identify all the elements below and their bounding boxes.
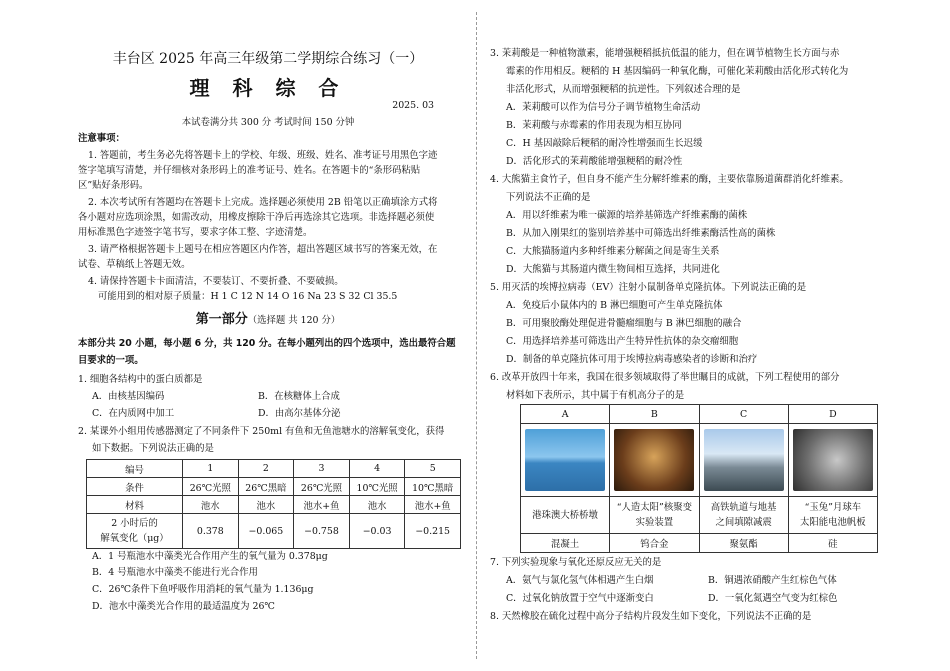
q2-option-b: B．4 号瓶池水中藻类不能进行光合作用 bbox=[92, 567, 258, 578]
table-cell: 1 bbox=[183, 460, 239, 478]
part1-intro: 本部分共 20 小题，每小题 6 分，共 120 分。在每小题列出的四个选项中，选出最符合题 bbox=[78, 338, 456, 349]
caption-text: 实验装置 bbox=[635, 517, 674, 528]
material-cell: 混凝土 bbox=[521, 534, 610, 553]
q2-data-table bbox=[86, 459, 461, 549]
image-cell bbox=[788, 424, 877, 497]
exam-date: 2025. 03 bbox=[392, 100, 434, 111]
note-line: 3. 请严格根据答题卡上题号在相应答题区内作答，超出答题区域书写的答案无效，在 bbox=[88, 244, 438, 255]
subject-title: 理 科 综 合 bbox=[189, 76, 347, 100]
table-cell: 5 bbox=[405, 460, 461, 478]
table-cell: 2 bbox=[238, 460, 294, 478]
column-header: C bbox=[699, 405, 788, 424]
table-row bbox=[521, 534, 878, 553]
q1-option-b: B．在核糖体上合成 bbox=[258, 391, 340, 402]
q4-option-b: B．从加入刚果红的鉴别培养基中可筛选出纤维素酶活性高的菌株 bbox=[506, 228, 776, 239]
table-cell: 10℃光照 bbox=[349, 478, 405, 496]
part1-title: 第一部分 bbox=[195, 312, 248, 327]
q3-option-b: B．茉莉酸与赤霉素的作用表现为相互协同 bbox=[506, 120, 682, 131]
caption-cell bbox=[610, 497, 699, 534]
q1-option-d: D．由高尔基体分泌 bbox=[258, 408, 341, 419]
q2-stem-cont: 如下数据。下列说法正确的是 bbox=[92, 443, 214, 454]
bridge-photo bbox=[525, 429, 605, 491]
q3-option-d: D．活化形式的茉莉酸能增强粳稻的耐冷性 bbox=[506, 156, 683, 167]
row-label: 材料 bbox=[87, 496, 183, 514]
q3-option-a: A．茉莉酸可以作为信号分子调节植物生命活动 bbox=[506, 102, 701, 113]
caption-text: 太阳能电池帆板 bbox=[800, 517, 866, 528]
q4-stem-cont: 下列说法不正确的是 bbox=[506, 192, 591, 203]
note-line: 区”贴好条形码。 bbox=[78, 180, 149, 191]
q4-option-c: C．大熊猫肠道内多种纤维素分解菌之间是寄生关系 bbox=[506, 246, 720, 257]
material-cell: 硅 bbox=[788, 534, 877, 553]
q7-option-a: A．氨气与氯化氢气体相遇产生白烟 bbox=[506, 575, 654, 586]
part1-heading bbox=[72, 313, 464, 327]
note-line: 各小题对应选项涂黑，如需改动，用橡皮擦除干净后再选涂其它选项。非选择题必须使 bbox=[78, 212, 435, 223]
table-cell: 池水+鱼 bbox=[405, 496, 461, 514]
image-cell bbox=[699, 424, 788, 497]
note-line: 试卷、草稿纸上答题无效。 bbox=[78, 259, 191, 270]
q4-stem: 4. 大熊猫主食竹子，但自身不能产生分解纤维素的酶，主要依靠肠道菌群消化纤维素。 bbox=[490, 174, 849, 185]
atomic-mass-line: 可能用到的相对原子质量：H 1 C 12 N 14 O 16 Na 23 S 32 Cl 35.5 bbox=[98, 291, 398, 302]
caption-cell bbox=[699, 497, 788, 534]
table-cell: 池水 bbox=[349, 496, 405, 514]
q4-option-d: D．大熊猫与其肠道内微生物间相互选择，共同进化 bbox=[506, 264, 720, 275]
row-label: 条件 bbox=[87, 478, 183, 496]
q7-option-b: B．铜遇浓硝酸产生红棕色气体 bbox=[708, 575, 837, 586]
q6-stem-cont: 材料如下表所示，其中属于有机高分子的是 bbox=[506, 390, 685, 401]
caption-text: “人造太阳”核聚变 bbox=[616, 502, 692, 513]
table-row bbox=[87, 496, 461, 514]
table-cell: 4 bbox=[349, 460, 405, 478]
q5-option-a: A．免疫后小鼠体内的 B 淋巴细胞可产生单克隆抗体 bbox=[506, 300, 723, 311]
exam-info: 本试卷满分共 300 分 考试时间 150 分钟 bbox=[181, 117, 355, 128]
row-label: 编号 bbox=[87, 460, 183, 478]
row-label bbox=[87, 514, 183, 549]
q6-stem: 6. 改革开放四十年来，我国在很多领域取得了举世瞩目的成就，下列工程使用的部分 bbox=[490, 372, 840, 383]
row-label-part: 解氧变化（μg） bbox=[100, 533, 169, 544]
note-line: 用标准黑色字迹签字笔书写，要求字体工整、字迹清楚。 bbox=[78, 227, 313, 238]
q4-option-a: A．用以纤维素为唯一碳源的培养基筛选产纤维素酶的菌株 bbox=[506, 210, 748, 221]
q2-option-a: A．1 号瓶池水中藻类光合作用产生的氧气量为 0.378μg bbox=[92, 551, 328, 562]
table-cell: 26℃黑暗 bbox=[238, 478, 294, 496]
material-cell: 钨合金 bbox=[610, 534, 699, 553]
q8-stem: 8. 天然橡胶在硫化过程中高分子结构片段发生如下变化，下列说法不正确的是 bbox=[490, 611, 812, 622]
lunar-rover-photo bbox=[793, 429, 873, 491]
q7-option-d: D．一氧化氮遇空气变为红棕色 bbox=[708, 593, 838, 604]
material-cell: 聚氨酯 bbox=[699, 534, 788, 553]
table-cell: 0.378 bbox=[183, 514, 239, 549]
q7-option-c: C．过氧化钠放置于空气中逐渐变白 bbox=[506, 593, 654, 604]
notes-heading: 注意事项： bbox=[78, 133, 125, 144]
column-header: D bbox=[788, 405, 877, 424]
table-cell: −0.215 bbox=[405, 514, 461, 549]
table-row bbox=[87, 478, 461, 496]
q6-materials-table bbox=[520, 404, 878, 553]
q1-option-a: A．由核基因编码 bbox=[92, 391, 165, 402]
q5-option-b: B．可用聚胶酶处理促进骨髓瘤细胞与 B 淋巴细胞的融合 bbox=[506, 318, 742, 329]
note-line: 2. 本次考试所有答题均在答题卡上完成。选择题必须使用 2B 铅笔以正确填涂方式将 bbox=[88, 197, 438, 208]
row-label-part: 2 小时后的 bbox=[111, 518, 158, 529]
caption-cell bbox=[521, 497, 610, 534]
table-cell: 池水 bbox=[183, 496, 239, 514]
q1-option-c: C．在内质网中加工 bbox=[92, 408, 175, 419]
table-row bbox=[521, 405, 878, 424]
fusion-device-photo bbox=[614, 429, 694, 491]
q5-option-c: C．用选择培养基可筛选出产生特异性抗体的杂交瘤细胞 bbox=[506, 336, 739, 347]
table-cell: 26℃光照 bbox=[294, 478, 350, 496]
q2-stem: 2. 某课外小组用传感器测定了不同条件下 250ml 有鱼和无鱼池塘水的溶解氧变化，获得 bbox=[78, 426, 445, 437]
table-cell: −0.065 bbox=[238, 514, 294, 549]
q1-stem: 1. 细胞各结构中的蛋白质都是 bbox=[78, 374, 203, 385]
table-row bbox=[521, 424, 878, 497]
column-divider bbox=[476, 12, 477, 659]
table-cell: −0.758 bbox=[294, 514, 350, 549]
caption-text: 高铁轨道与地基 bbox=[710, 502, 777, 513]
column-header: B bbox=[610, 405, 699, 424]
image-cell bbox=[521, 424, 610, 497]
image-cell bbox=[610, 424, 699, 497]
q2-option-c: C．26℃条件下鱼呼吸作用消耗的氧气量为 1.136μg bbox=[92, 584, 314, 595]
exam-title: 丰台区 2025 年高三年级第二学期综合练习（一） bbox=[112, 51, 424, 67]
note-line: 4. 请保持答题卡卡面清洁，不要装订、不要折叠、不要破损。 bbox=[88, 276, 344, 287]
table-cell: 池水 bbox=[238, 496, 294, 514]
q5-stem: 5. 用灭活的埃博拉病毒（EV）注射小鼠制备单克隆抗体。下列说法正确的是 bbox=[490, 282, 807, 293]
table-row bbox=[521, 497, 878, 534]
part1-intro-cont: 目要求的一项。 bbox=[78, 355, 144, 366]
table-row bbox=[87, 514, 461, 549]
table-cell: 10℃黑暗 bbox=[405, 478, 461, 496]
note-line: 1. 答题前，考生务必先将答题卡上的学校、年级、班级、姓名、准考证号用黑色字迹 bbox=[88, 150, 438, 161]
caption-text: “玉兔”月球车 bbox=[804, 502, 862, 513]
note-line: 签字笔填写清楚，并仔细核对条形码上的准考证号、姓名。在答题卡的“条形码粘贴 bbox=[78, 165, 421, 176]
table-row bbox=[87, 460, 461, 478]
high-speed-train-photo bbox=[704, 429, 784, 491]
caption-cell bbox=[788, 497, 877, 534]
column-header: A bbox=[521, 405, 610, 424]
part1-subtitle: （选择题 共 120 分） bbox=[247, 315, 341, 326]
q3-stem-cont: 霉素的作用相反。粳稻的 H 基因编码一种氧化酶，可催化茉莉酸由活化形式转化为 bbox=[506, 66, 849, 77]
q7-stem: 7. 下列实验现象与氧化还原反应无关的是 bbox=[490, 557, 662, 568]
q5-option-d: D．制备的单克隆抗体可用于埃博拉病毒感染者的诊断和治疗 bbox=[506, 354, 758, 365]
q2-option-d: D．池水中藻类光合作用的最适温度为 26℃ bbox=[92, 601, 275, 612]
table-cell: 26℃光照 bbox=[183, 478, 239, 496]
q3-option-c: C．H 基因敲除后粳稻的耐冷性增强而生长迟缓 bbox=[506, 138, 703, 149]
table-cell: 池水+鱼 bbox=[294, 496, 350, 514]
table-cell: −0.03 bbox=[349, 514, 405, 549]
table-cell: 3 bbox=[294, 460, 350, 478]
caption-text: 港珠澳大桥桥墩 bbox=[532, 509, 598, 521]
caption-text: 之间填隙减震 bbox=[715, 517, 772, 528]
q3-stem-cont: 非活化形式，从而增强粳稻的抗逆性。下列叙述合理的是 bbox=[506, 84, 741, 95]
q3-stem: 3. 茉莉酸是一种植物激素，能增强粳稻抵抗低温的能力，但在调节植物生长方面与赤 bbox=[490, 48, 840, 59]
